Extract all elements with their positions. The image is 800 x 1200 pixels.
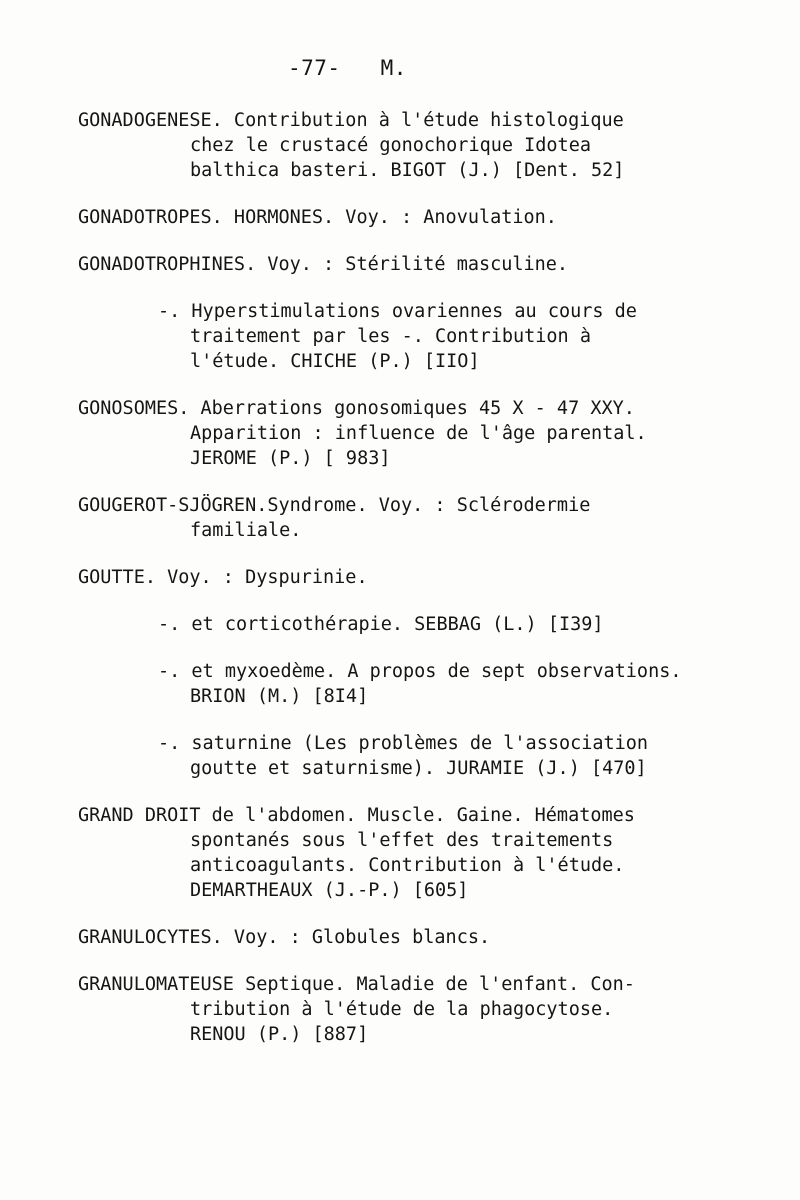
index-entry [78, 925, 778, 950]
entry-line: GONADOGENESE. Contribution à l'étude histologique [78, 110, 624, 131]
entry-line: anticoagulants. Contribution à l'étude. [190, 855, 625, 876]
index-subentry [78, 299, 778, 374]
entry-line: tribution à l'étude de la phagocytose. [190, 999, 614, 1020]
entry-line: -. et corticothérapie. SEBBAG (L.) [I39] [158, 614, 604, 635]
entry-line: GONADOTROPHINES. Voy. : Stérilité masculine. [78, 254, 569, 275]
index-entry [78, 565, 778, 590]
index-subentry [78, 612, 778, 637]
entry-line: l'étude. CHICHE (P.) [IIO] [190, 351, 480, 372]
index-entry [78, 205, 778, 230]
entry-line: -. saturnine (Les problèmes de l'association [158, 733, 649, 754]
entry-line: familiale. [190, 520, 302, 541]
index-entry [78, 972, 778, 1047]
entry-line: GRANULOCYTES. Voy. : Globules blancs. [78, 927, 491, 948]
entry-line: BRION (M.) [8I4] [190, 686, 369, 707]
entry-line: traitement par les -. Contribution à [190, 326, 591, 347]
section-letter: M. [380, 56, 407, 80]
entry-line: spontanés sous l'effet des traitements [190, 830, 614, 851]
entry-line: Apparition : influence de l'âge parental. [190, 423, 647, 444]
index-subentry [78, 659, 778, 709]
index-entry [78, 803, 778, 903]
entry-line: GONOSOMES. Aberrations gonosomiques 45 X - 47 XXY. [78, 398, 635, 419]
entry-line: GOUTTE. Voy. : Dyspurinie. [78, 567, 368, 588]
entry-line: goutte et saturnisme). JURAMIE (J.) [470] [190, 758, 647, 779]
index-subentry [78, 731, 778, 781]
entry-line: -. et myxoedème. A propos de sept observations. [158, 661, 682, 682]
index-entry [78, 493, 778, 543]
page-header [288, 56, 447, 80]
entry-line: JEROME (P.) [ 983] [190, 448, 391, 469]
entry-line: GONADOTROPES. HORMONES. Voy. : Anovulation. [78, 207, 557, 228]
entry-line: RENOU (P.) [887] [190, 1024, 369, 1045]
entry-line: DEMARTHEAUX (J.-P.) [605] [190, 880, 469, 901]
entry-line: GOUGEROT-SJÖGREN.Syndrome. Voy. : Sclérodermie [78, 495, 591, 516]
entry-line: chez le crustacé gonochorique Idotea [190, 135, 591, 156]
index-entry [78, 108, 778, 183]
entry-line: balthica basteri. BIGOT (J.) [Dent. 52] [190, 160, 625, 181]
index-entry [78, 396, 778, 471]
page-number: -77- [288, 56, 341, 80]
index-entries [78, 108, 778, 1069]
entry-line: -. Hyperstimulations ovariennes au cours de [158, 301, 637, 322]
entry-line: GRAND DROIT de l'abdomen. Muscle. Gaine. Hématomes [78, 805, 635, 826]
entry-line: GRANULOMATEUSE Septique. Maladie de l'enfant. Con- [78, 974, 635, 995]
index-entry [78, 252, 778, 277]
